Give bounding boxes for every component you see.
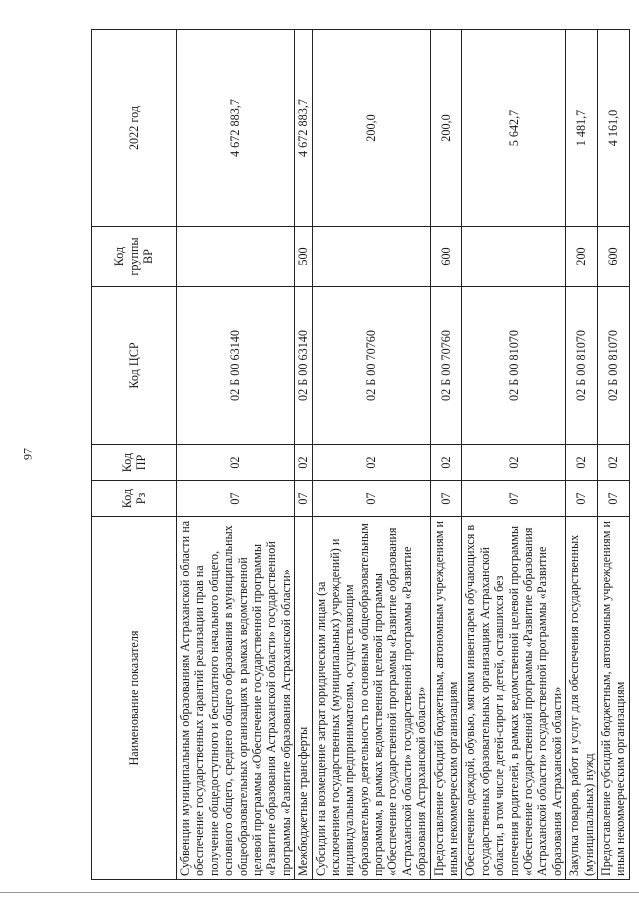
header-name: Наименование показателя	[92, 517, 177, 880]
page-number: 97	[20, 448, 35, 460]
row-amount: 200,0	[312, 30, 430, 227]
table-row	[430, 30, 462, 880]
row-vr: 600	[597, 227, 629, 287]
header-pr: Код ПР	[92, 445, 177, 481]
row-name: Межбюджетные трансферты	[295, 517, 312, 880]
row-amount: 4 161,0	[597, 30, 629, 227]
row-rz: 07	[462, 481, 566, 517]
row-pr: 02	[177, 445, 295, 481]
row-rz: 07	[295, 481, 312, 517]
row-rz: 07	[566, 481, 598, 517]
row-amount: 4 672 883,7	[177, 30, 295, 227]
row-name: Обеспечение одеждой, обувью, мягким инвентарем обучающихся в государственных образовательных организациях Астраханской области, в том числе детей-сирот и детей, оставшихся без попечения родителей, в рамках ведомственной целевой программы «Обеспечение государственной программы «Развитие образования Астраханской области» государственной программы «Развитие образования Астраханской области»	[462, 517, 566, 880]
table-row	[312, 30, 430, 880]
row-rz: 07	[177, 481, 295, 517]
header-csr: Код ЦСР	[92, 287, 177, 445]
row-csr: 02 Б 00 70760	[312, 287, 430, 445]
table-row	[177, 30, 295, 880]
row-vr: 200	[566, 227, 598, 287]
row-pr: 02	[597, 445, 629, 481]
table-row	[566, 30, 598, 880]
row-amount: 5 642,7	[462, 30, 566, 227]
row-rz: 07	[597, 481, 629, 517]
row-name: Предоставление субсидий бюджетным, автономным учреждениям и иным некоммерческим организациям	[430, 517, 462, 880]
row-vr: 500	[295, 227, 312, 287]
row-amount: 200,0	[430, 30, 462, 227]
row-pr: 02	[295, 445, 312, 481]
budget-table	[91, 29, 630, 880]
header-rz: Код Рз	[92, 481, 177, 517]
row-pr: 02	[312, 445, 430, 481]
row-name: Субсидии на возмещение затрат юридическим лицам (за исключением государственных (муниципальных) учреждений) и индивидуальным предпринимателям, осуществляющим образовательную деятельность по основным общеобразовательным программам, в рамках ведомственной целевой программы «Обеспечение государственной программы «Развитие образования Астраханской области» государственной программы «Развитие образования Астраханской области»	[312, 517, 430, 880]
table-header-row	[92, 30, 177, 880]
row-csr: 02 Б 00 81070	[462, 287, 566, 445]
row-pr: 02	[430, 445, 462, 481]
row-name: Закупка товаров, работ и услуг для обеспечения государственных (муниципальных) нужд	[566, 517, 598, 880]
row-vr	[177, 227, 295, 287]
row-csr: 02 Б 00 70760	[430, 287, 462, 445]
table-row	[597, 30, 629, 880]
row-rz: 07	[312, 481, 430, 517]
row-amount: 1 481,7	[566, 30, 598, 227]
row-csr: 02 Б 00 63140	[177, 287, 295, 445]
row-name: Предоставление субсидий бюджетным, автономным учреждениям и иным некоммерческим организациям	[597, 517, 629, 880]
page-bottom-rule	[0, 892, 639, 893]
header-year: 2022 год	[92, 30, 177, 227]
rotated-table-container	[91, 30, 628, 880]
row-vr: 600	[430, 227, 462, 287]
row-csr: 02 Б 00 81070	[566, 287, 598, 445]
row-rz: 07	[430, 481, 462, 517]
row-name: Субвенции муниципальным образованиям Астраханской области на обеспечение государственных гарантий реализации прав на получение общедоступного и бесплатного начального общего, основного общего, среднего общего образования в муниципальных общеобразовательных организациях в рамках ведомственной целевой программы «Обеспечение государственной программы «Развитие образования Астраханской области» государственной программы «Развитие образования Астраханской области»	[177, 517, 295, 880]
row-vr	[312, 227, 430, 287]
row-csr: 02 Б 00 63140	[295, 287, 312, 445]
row-pr: 02	[462, 445, 566, 481]
header-vr: Код группы ВР	[92, 227, 177, 287]
table-row	[295, 30, 312, 880]
table-row	[462, 30, 566, 880]
row-vr	[462, 227, 566, 287]
row-amount: 4 672 883,7	[295, 30, 312, 227]
row-csr: 02 Б 00 81070	[597, 287, 629, 445]
row-pr: 02	[566, 445, 598, 481]
